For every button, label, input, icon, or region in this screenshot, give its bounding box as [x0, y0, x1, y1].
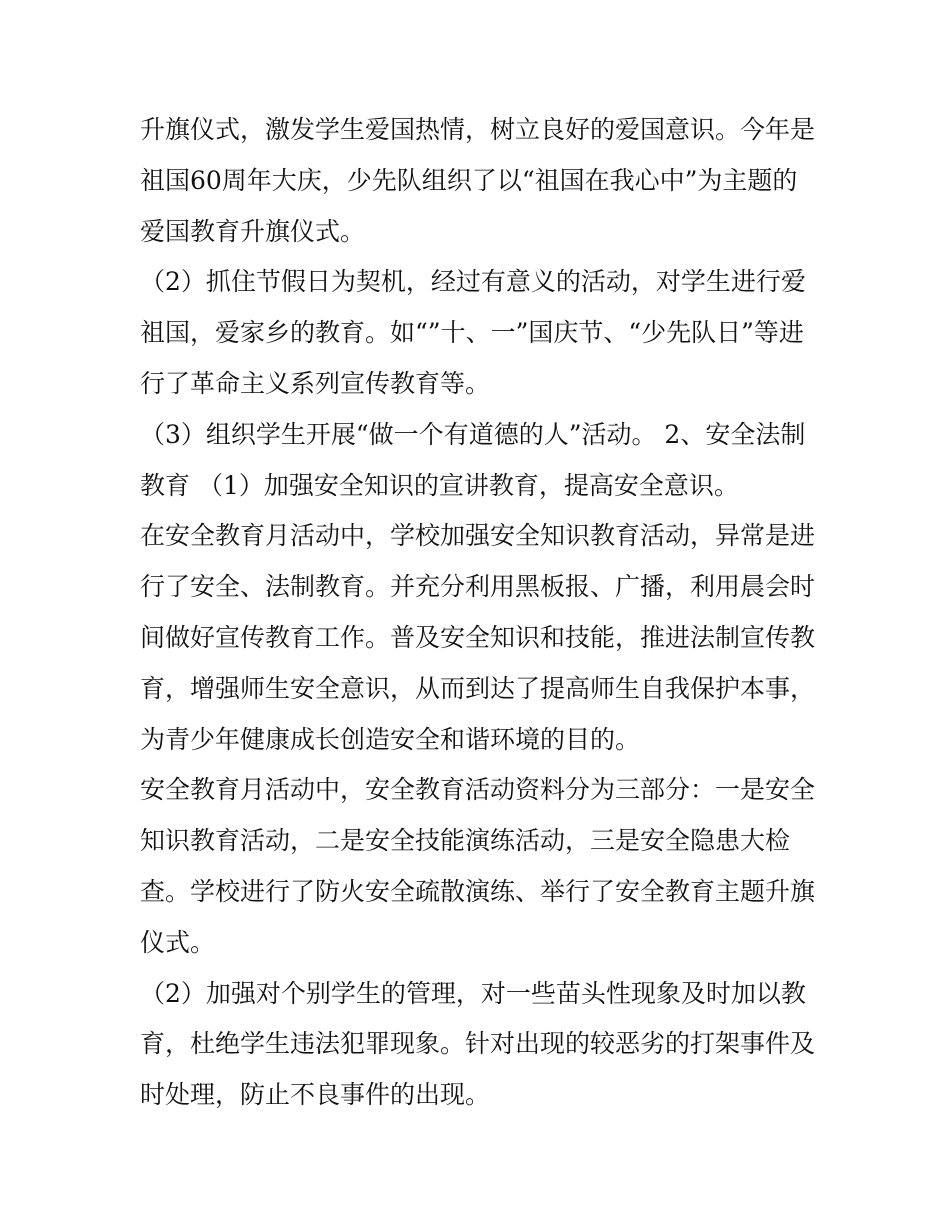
text-line: 育，杜绝学生违法犯罪现象。针对出现的较恶劣的打架事件及 [140, 1029, 816, 1059]
text-line: （3）组织学生开展“做一个有道德的人”活动。 2、安全法制 [140, 419, 806, 449]
text-line: 教育 （1）加强安全知识的宣讲教育，提高安全意识。 [140, 470, 739, 500]
text-line: 知识教育活动，二是安全技能演练活动，三是安全隐患大检 [140, 826, 791, 856]
text-line: 在安全教育月活动中，学校加强安全知识教育活动，异常是进 [140, 521, 816, 551]
text-line: 爱国教育升旗仪式。 [140, 216, 366, 246]
text-line: 祖国60周年大庆，少先队组织了以“祖国在我心中”为主题的 [140, 165, 798, 195]
text-line: 查。学校进行了防火安全疏散演练、举行了安全教育主题升旗 [140, 876, 816, 906]
text-line: （2）抓住节假日为契机，经过有意义的活动，对学生进行爱 [140, 267, 806, 297]
text-line: 为青少年健康成长创造安全和谐环境的目的。 [140, 724, 641, 754]
text-line: 时处理，防止不良事件的出现。 [140, 1080, 491, 1110]
text-line: 间做好宣传教育工作。普及安全知识和技能，推进法制宣传教 [140, 622, 816, 652]
text-line: （2）加强对个别学生的管理，对一些苗头性现象及时加以教 [140, 978, 806, 1008]
text-line: 升旗仪式，激发学生爱国热情，树立良好的爱国意识。今年是 [140, 115, 816, 144]
text-line: 行了安全、法制教育。并充分利用黑板报、广播，利用晨会时 [140, 572, 816, 602]
text-line: 安全教育月活动中，安全教育活动资料分为三部分：一是安全 [140, 775, 816, 805]
text-line: 行了革命主义系列宣传教育等。 [140, 368, 491, 398]
text-line: 仪式。 [140, 927, 216, 957]
text-line: 育，增强师生安全意识，从而到达了提高师生自我保护本事， [140, 673, 816, 703]
text-line: 祖国，爱家乡的教育。如“”十、一”国庆节、“少先队日”等进 [140, 318, 804, 348]
document-body [140, 105, 816, 1121]
